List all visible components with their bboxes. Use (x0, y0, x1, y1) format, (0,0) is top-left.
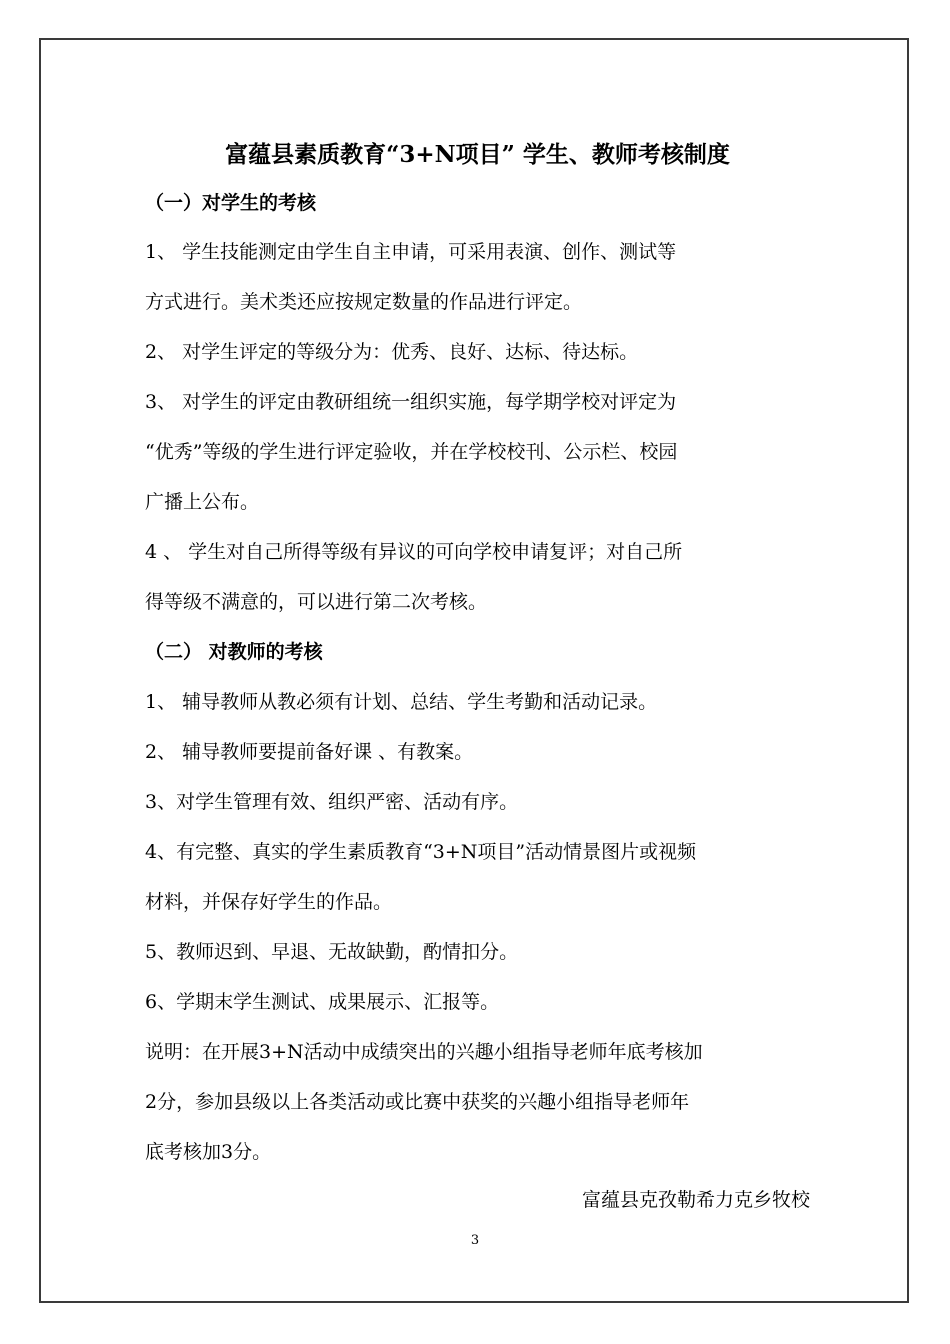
paragraph-line: 广播上公布。 (145, 491, 260, 513)
paragraph-line: 材料，并保存好学生的作品。 (145, 891, 393, 913)
paragraph-line: 底考核加3分。 (145, 1141, 272, 1163)
paragraph-line: 4 、 学生对自己所得等级有异议的可向学校申请复评；对自己所 (145, 541, 683, 563)
paragraph-line: 5、教师迟到、早退、无故缺勤，酌情扣分。 (145, 941, 519, 963)
section-heading-teachers: （二） 对教师的考核 (145, 641, 323, 663)
paragraph-line: 得等级不满意的，可以进行第二次考核。 (145, 591, 488, 613)
paragraph-line: 说明：在开展3+N活动中成绩突出的兴趣小组指导老师年底考核加 (145, 1041, 703, 1063)
school-signature: 富蕴县克孜勒希力克乡牧校 (581, 1189, 810, 1211)
paragraph-line: “优秀”等级的学生进行评定验收，并在学校校刊、公示栏、校园 (145, 441, 678, 463)
section-heading-students: （一）对学生的考核 (145, 192, 317, 214)
paragraph-line: 方式进行。美术类还应按规定数量的作品进行评定。 (145, 291, 583, 313)
document-title: 富蕴县素质教育“3+N项目” 学生、教师考核制度 (225, 141, 730, 168)
paragraph-line: 1、 学生技能测定由学生自主申请，可采用表演、创作、测试等 (145, 241, 677, 263)
page-number: 3 (470, 1233, 480, 1248)
paragraph-line: 1、 辅导教师从教必须有计划、总结、学生考勤和活动记录。 (145, 691, 658, 713)
paragraph-line: 3、对学生管理有效、组织严密、活动有序。 (145, 791, 519, 813)
paragraph-line: 4、有完整、真实的学生素质教育“3+N项目”活动情景图片或视频 (145, 841, 697, 863)
paragraph-line: 2、 对学生评定的等级分为：优秀、良好、达标、待达标。 (145, 341, 639, 363)
paragraph-line: 6、学期末学生测试、成果展示、汇报等。 (145, 991, 500, 1013)
paragraph-line: 3、 对学生的评定由教研组统一组织实施，每学期学校对评定为 (145, 391, 677, 413)
paragraph-line: 2分，参加县级以上各类活动或比赛中获奖的兴趣小组指导老师年 (145, 1091, 690, 1113)
paragraph-line: 2、 辅导教师要提前备好课 、有教案。 (145, 741, 474, 763)
